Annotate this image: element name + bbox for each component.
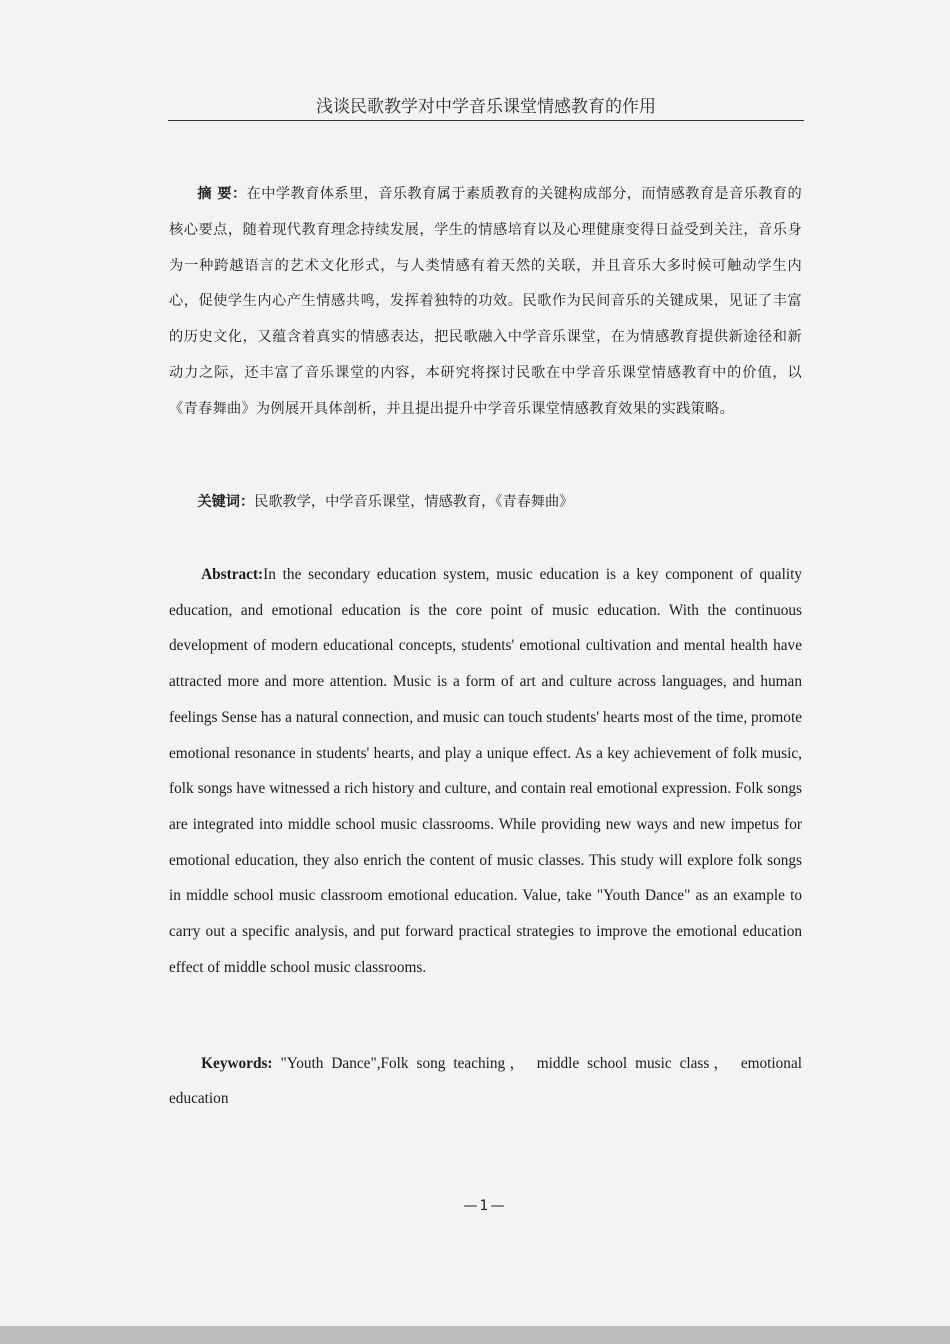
chinese-keywords bbox=[169, 488, 802, 516]
english-keywords-text: "Youth Dance",Folk song teaching， middle school music class， emotional education bbox=[169, 1055, 802, 1107]
header-rule bbox=[168, 120, 804, 121]
scan-bottom-edge bbox=[0, 1326, 950, 1344]
page-number: —1— bbox=[463, 1198, 507, 1214]
chinese-keywords-text: 民歌教学，中学音乐课堂，情感教育，《青春舞曲》 bbox=[254, 494, 574, 510]
english-keywords-label: Keywords: bbox=[201, 1055, 273, 1072]
chinese-abstract bbox=[169, 177, 802, 428]
english-abstract-text: In the secondary education system, music education is a key component of quality education, and emotional education is the core point of music education. With the continuous development of modern educational concepts, students' emotional cultivation and mental health have attracted more and more attention. Music is a form of art and culture across languages, and human feelings Sense has a natural connection, and music can touch students' hearts most of the time, promote emotional resonance in students' hearts, and play a unique effect. As a key achievement of folk music, folk songs have witnessed a rich history and culture, and contain real emotional expression. Folk songs are integrated into middle school music classrooms. While providing new ways and new impetus for emotional education, they also enrich the content of music classes. This study will explore folk songs in middle school music classroom emotional education. Value, take "Youth Dance" as an example to carry out a specific analysis, and put forward practical strategies to improve the emotional education effect of middle school music classrooms. bbox=[169, 566, 802, 976]
english-abstract-label: Abstract: bbox=[201, 566, 264, 583]
english-keywords bbox=[169, 1046, 802, 1116]
chinese-abstract-label: 摘 要： bbox=[197, 186, 247, 202]
chinese-abstract-text: 在中学教育体系里，音乐教育属于素质教育的关键构成部分，而情感教育是音乐教育的核心要点，随着现代教育理念持续发展，学生的情感培育以及心理健康变得日益受到关注，音乐身为一种跨越语言的艺术文化形式，与人类情感有着天然的关联，并且音乐大多时候可触动学生内心，促使学生内心产生情感共鸣，发挥着独特的功效。民歌作为民间音乐的关键成果，见证了丰富的历史文化，又蕴含着真实的情感表达，把民歌融入中学音乐课堂，在为情感教育提供新途径和新动力之际，还丰富了音乐课堂的内容，本研究将探讨民歌在中学音乐课堂情感教育中的价值，以《青春舞曲》为例展开具体剖析，并且提出提升中学音乐课堂情感教育效果的实践策略。 bbox=[169, 186, 803, 417]
page-header-title: 浅谈民歌教学对中学音乐课堂情感教育的作用 bbox=[316, 97, 656, 117]
english-abstract bbox=[169, 557, 802, 985]
chinese-keywords-label: 关键词： bbox=[197, 494, 255, 510]
